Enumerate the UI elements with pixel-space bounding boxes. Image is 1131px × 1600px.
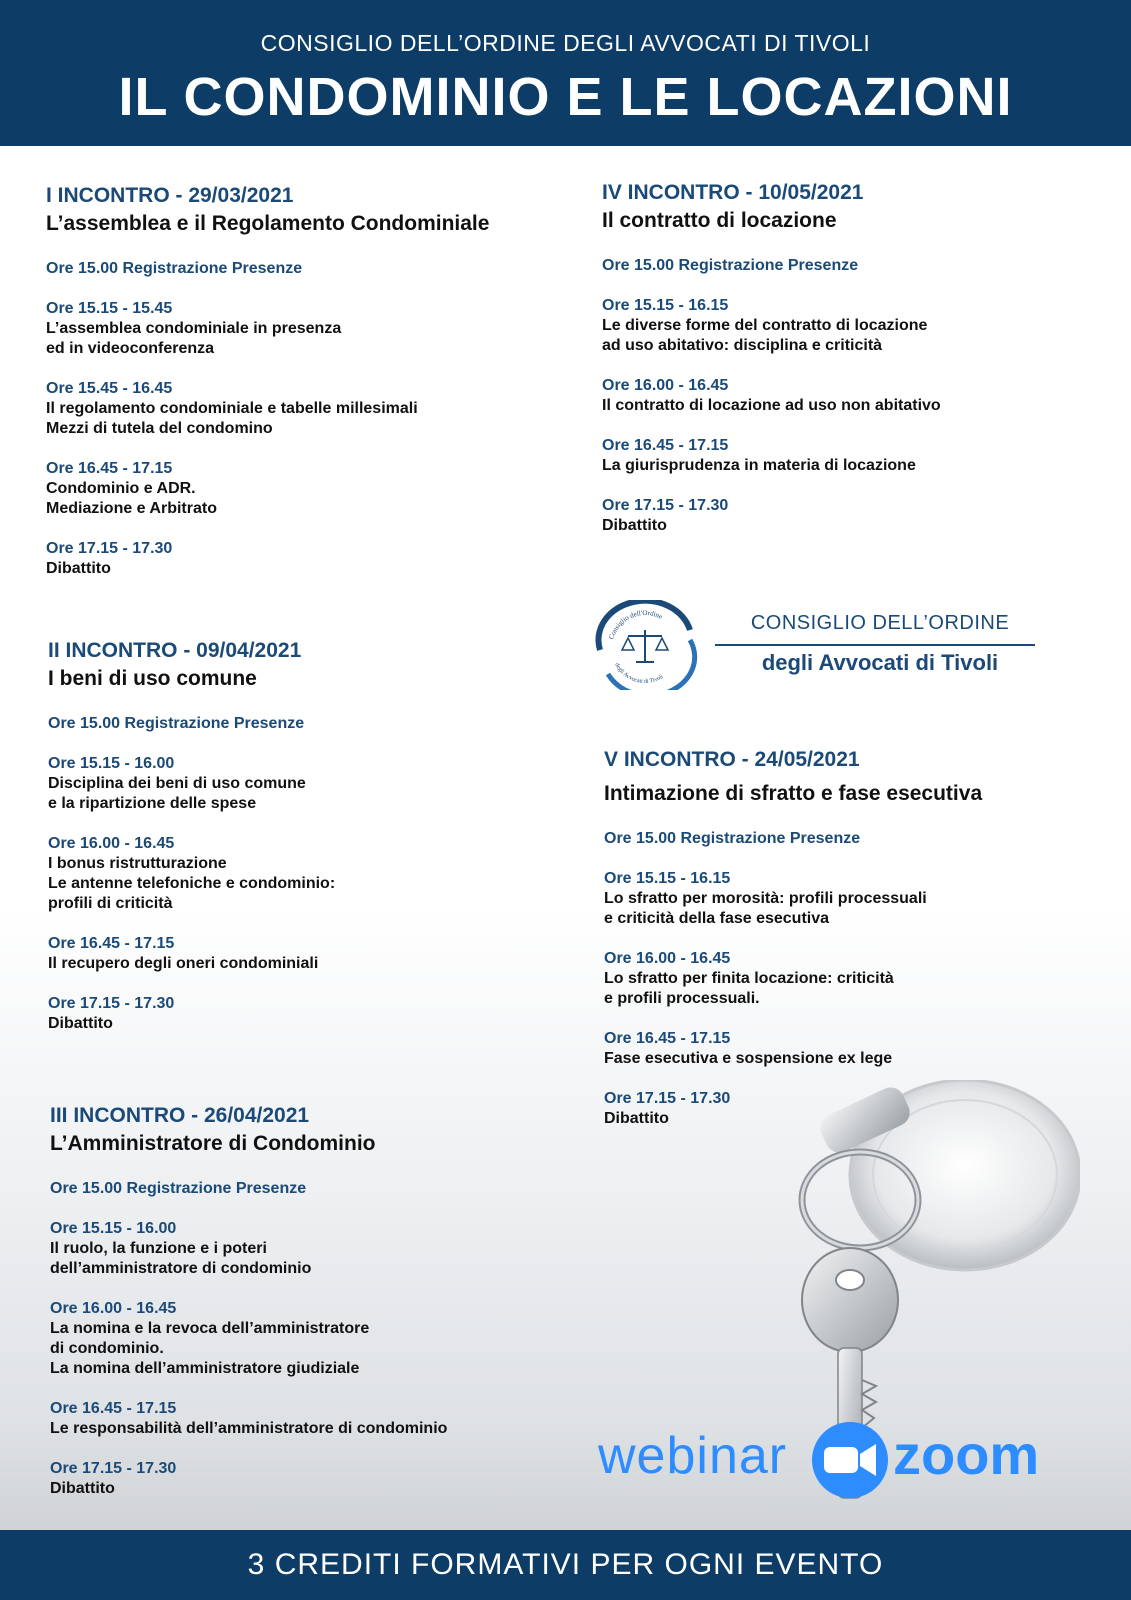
agenda-time: Ore 16.45 - 17.15 [604, 1030, 731, 1047]
agenda-time: Ore 15.15 - 16.15 [602, 297, 729, 314]
section-heading: II INCONTRO - 09/04/2021 [48, 639, 302, 662]
logo-divider [715, 644, 1035, 646]
section-heading: IV INCONTRO - 10/05/2021 [602, 181, 864, 204]
agenda-time: Ore 15.15 - 16.15 [604, 870, 731, 887]
agenda-item [48, 754, 588, 814]
agenda-item [46, 539, 586, 579]
svg-text:degli Avvocati di Tivoli [613, 662, 664, 685]
seal-text-bottom: degli Avvocati di Tivoli [613, 662, 665, 686]
agenda-item [46, 459, 586, 519]
agenda-time: Ore 17.15 - 17.30 [48, 995, 175, 1012]
agenda-time: Ore 15.15 - 15.45 [46, 300, 173, 317]
agenda-time: Ore 16.45 - 17.15 [602, 437, 729, 454]
logo-line-1: CONSIGLIO DELL’ORDINE [750, 612, 1010, 634]
agenda-item [50, 1459, 590, 1499]
section-incontro-4 [602, 180, 1131, 536]
agenda-time: Ore 15.15 - 16.00 [48, 755, 175, 772]
agenda-time: Ore 17.15 - 17.30 [602, 497, 729, 514]
agenda-item [604, 1029, 1131, 1069]
registration-time: Ore 15.00 Registrazione Presenze [50, 1180, 307, 1197]
agenda-item [50, 1299, 590, 1379]
agenda-item [602, 296, 1131, 356]
agenda-time: Ore 17.15 - 17.30 [50, 1460, 177, 1477]
agenda-desc: Fase esecutiva e sospensione ex lege [604, 1050, 893, 1067]
page-header [0, 0, 1131, 146]
agenda-desc: L’assemblea condominiale in presenza ed in videoconferenza [46, 320, 342, 357]
section-incontro-3 [50, 1103, 590, 1499]
ordine-logo [590, 600, 1050, 690]
agenda-desc: Dibattito [50, 1480, 115, 1497]
registration-time: Ore 15.00 Registrazione Presenze [604, 830, 861, 847]
zoom-camera-icon [810, 1420, 890, 1500]
registration-time: Ore 15.00 Registrazione Presenze [48, 715, 305, 732]
agenda-item [50, 1219, 590, 1279]
agenda-item [602, 376, 1131, 416]
agenda-item [50, 1399, 590, 1439]
agenda-time: Ore 16.45 - 17.15 [48, 935, 175, 952]
agenda-desc: Il recupero degli oneri condominiali [48, 955, 319, 972]
agenda-time: Ore 16.00 - 16.45 [48, 835, 175, 852]
registration-time: Ore 15.00 Registrazione Presenze [46, 260, 303, 277]
agenda-time: Ore 16.00 - 16.45 [602, 377, 729, 394]
agenda-desc: Dibattito [604, 1110, 669, 1127]
agenda-time: Ore 17.15 - 17.30 [46, 540, 173, 557]
seal-text-top: Consiglio dell'Ordine [607, 608, 664, 641]
agenda-time: Ore 16.00 - 16.45 [50, 1300, 177, 1317]
section-title: I beni di uso comune [48, 667, 257, 690]
agenda-desc: Il contratto di locazione ad uso non abitativo [602, 397, 941, 414]
agenda-time: Ore 16.45 - 17.15 [50, 1400, 177, 1417]
agenda-desc: Lo sfratto per finita locazione: criticità e profili processuali. [604, 970, 894, 1007]
page-title: IL CONDOMINIO E LE LOCAZIONI [118, 67, 1013, 127]
section-title: Intimazione di sfratto e fase esecutiva [604, 782, 983, 805]
agenda-desc: Le diverse forme del contratto di locazione ad uso abitativo: disciplina e criticità [602, 317, 928, 354]
agenda-desc: Lo sfratto per morosità: profili processuali e criticità della fase esecutiva [604, 890, 927, 927]
agenda-desc: Dibattito [48, 1015, 113, 1032]
agenda-desc: Dibattito [46, 560, 111, 577]
agenda-item [602, 436, 1131, 476]
agenda-desc: Le responsabilità dell’amministratore di condominio [50, 1420, 448, 1437]
agenda-item [46, 299, 586, 359]
page-footer [0, 1530, 1131, 1600]
section-incontro-2 [48, 638, 588, 1034]
agenda-item [48, 994, 588, 1034]
section-incontro-1 [46, 183, 586, 579]
header-subtitle: CONSIGLIO DELL’ORDINE DEGLI AVVOCATI DI TIVOLI [260, 30, 871, 56]
webinar-label: webinar [598, 1427, 788, 1485]
section-title: L’assemblea e il Regolamento Condominiale [46, 212, 490, 235]
agenda-desc: La nomina e la revoca dell’amministratore di condominio. La nomina dell’amministratore giudiziale [50, 1320, 370, 1377]
webinar-zoom-badge [598, 1420, 1078, 1500]
section-title: Il contratto di locazione [602, 209, 837, 232]
scales-of-justice-icon [590, 600, 700, 690]
agenda-desc: Disciplina dei beni di uso comune e la ripartizione delle spese [48, 775, 306, 812]
agenda-time: Ore 15.45 - 16.45 [46, 380, 173, 397]
agenda-item [48, 934, 588, 974]
agenda-time: Ore 16.00 - 16.45 [604, 950, 731, 967]
agenda-time: Ore 17.15 - 17.30 [604, 1090, 731, 1107]
agenda-desc: Il ruolo, la funzione e i poteri dell’amministratore di condominio [50, 1240, 312, 1277]
agenda-desc: La giurisprudenza in materia di locazione [602, 457, 916, 474]
section-heading: III INCONTRO - 26/04/2021 [50, 1104, 310, 1127]
footer-text: 3 CREDITI FORMATIVI PER OGNI EVENTO [247, 1548, 884, 1581]
agenda-desc: Dibattito [602, 517, 667, 534]
agenda-desc: Il regolamento condominiale e tabelle millesimali Mezzi di tutela del condomino [46, 400, 418, 437]
agenda-item [604, 949, 1131, 1009]
agenda-item [46, 379, 586, 439]
agenda-desc: Condominio e ADR. Mediazione e Arbitrato [46, 480, 217, 517]
agenda-time: Ore 15.15 - 16.00 [50, 1220, 177, 1237]
agenda-item [48, 834, 588, 914]
section-heading: V INCONTRO - 24/05/2021 [604, 748, 860, 771]
section-title: L’Amministratore di Condominio [50, 1132, 376, 1155]
agenda-item [604, 869, 1131, 929]
section-incontro-5 [604, 747, 1131, 1129]
zoom-brand: zoom [893, 1423, 1040, 1486]
logo-line-2: degli Avvocati di Tivoli [761, 650, 999, 675]
registration-time: Ore 15.00 Registrazione Presenze [602, 257, 859, 274]
agenda-item [602, 496, 1131, 536]
section-heading: I INCONTRO - 29/03/2021 [46, 184, 294, 207]
agenda-desc: I bonus ristrutturazione Le antenne telefoniche e condominio: profili di criticità [48, 855, 336, 912]
agenda-time: Ore 16.45 - 17.15 [46, 460, 173, 477]
